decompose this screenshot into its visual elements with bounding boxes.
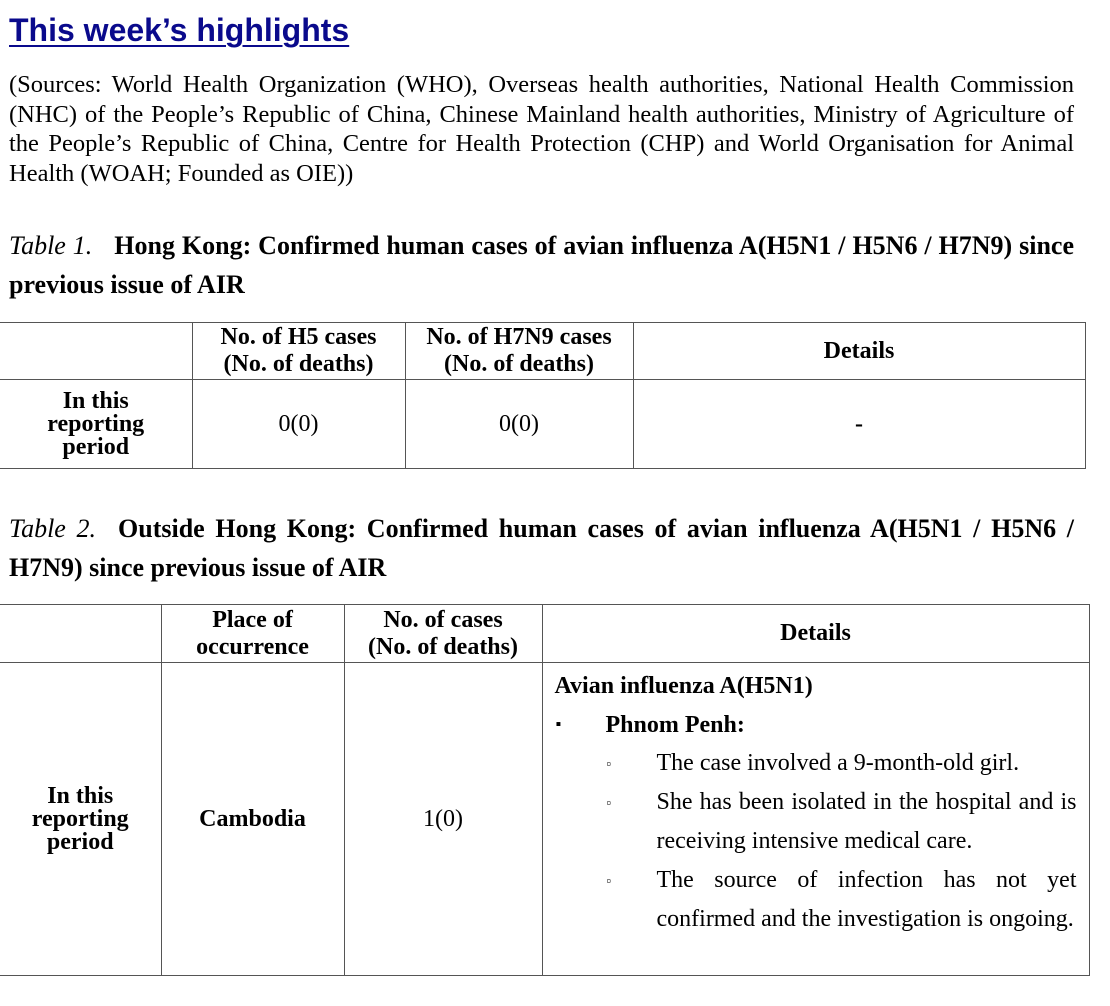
table-row: [0, 663, 1089, 976]
table1-details-cell: -: [633, 380, 1085, 469]
details-point: [555, 783, 1077, 861]
page-title: This week’s highlights: [9, 12, 350, 48]
table1-caption: [9, 226, 1074, 304]
table2: [0, 604, 1090, 976]
table2-header-details: Details: [542, 605, 1089, 663]
table1-header-row: [0, 323, 1085, 380]
table2-header-cases-line1: No. of cases: [383, 606, 503, 633]
details-location-item: [555, 706, 1077, 744]
row-label-line: period: [46, 828, 114, 855]
table1-header-h7n9-line1: No. of H7N9 cases: [426, 324, 612, 350]
table1-number: Table 1.: [9, 231, 93, 260]
table2-header-place: [161, 605, 344, 663]
square-bullet-icon: ▪: [555, 716, 562, 733]
details-location: Phnom Penh:: [605, 712, 745, 738]
table1-h7n9-cell: 0(0): [405, 380, 633, 469]
table1-header-h5-line2: (No. of deaths): [223, 351, 374, 377]
table2-cases-cell: 1(0): [344, 663, 542, 976]
hollow-square-bullet-icon: ▫: [606, 756, 612, 771]
hollow-square-bullet-icon: ▫: [606, 873, 612, 888]
sources-note: (Sources: World Health Organization (WHO), Overseas health authorities, National Health Commission (NHC) of the People’s Republic of China, Chinese Mainland health authorities, Ministry of Agriculture of the People’s Republic of China, Centre for Health Protection (CHP) and World Organisation for Animal Health (WOAH; Founded as OIE)): [9, 71, 1074, 187]
details-point: [555, 744, 1077, 783]
details-point-text: The case involved a 9-month-old girl.: [656, 750, 1020, 776]
row-label-line: In this: [47, 782, 114, 809]
details-point: [555, 861, 1077, 939]
row-label-line: In this: [62, 387, 129, 414]
table1-header-blank: [0, 323, 192, 380]
hollow-square-bullet-icon: ▫: [606, 795, 612, 810]
table1-header-h5: [192, 323, 405, 380]
table1-h5-cell: 0(0): [192, 380, 405, 469]
row-label-line: reporting: [47, 410, 145, 437]
table2-caption: [9, 509, 1074, 587]
table1-header-h7n9-line2: (No. of deaths): [444, 351, 594, 377]
table2-header-row: [0, 605, 1089, 663]
row-label-line: period: [62, 433, 130, 460]
table2-header-place-line1: Place of: [212, 606, 293, 633]
table2-title: Outside Hong Kong: Confirmed human cases of avian influenza A(H5N1 / H5N6 / H7N9) since previous issue of AIR: [9, 514, 1075, 582]
table2-header-cases: [344, 605, 542, 663]
table2-number: Table 2.: [9, 514, 97, 543]
table2-place-cell: Cambodia: [161, 663, 344, 976]
table1-header-h7n9: [405, 323, 633, 380]
table2-row-label: [0, 663, 161, 976]
table1-row-label: [0, 380, 192, 469]
table2-header-place-line2: occurrence: [196, 633, 309, 660]
details-heading: Avian influenza A(H5N1): [554, 673, 813, 699]
details-point-text: The source of infection has not yet confirmed and the investigation is ongoing.: [656, 867, 1077, 932]
table1-title: Hong Kong: Confirmed human cases of avian influenza A(H5N1 / H5N6 / H7N9) since previous issue of AIR: [9, 231, 1075, 299]
table1-header-h5-line1: No. of H5 cases: [220, 324, 377, 350]
details-point-text: She has been isolated in the hospital and is receiving intensive medical care.: [656, 789, 1077, 854]
table1-header-details: Details: [633, 323, 1085, 380]
row-label-line: reporting: [31, 805, 129, 832]
table1: [0, 322, 1086, 469]
table-row: [0, 380, 1085, 469]
table2-details-cell: [542, 663, 1089, 976]
table2-header-cases-line2: (No. of deaths): [368, 633, 518, 660]
table2-header-blank: [0, 605, 161, 663]
